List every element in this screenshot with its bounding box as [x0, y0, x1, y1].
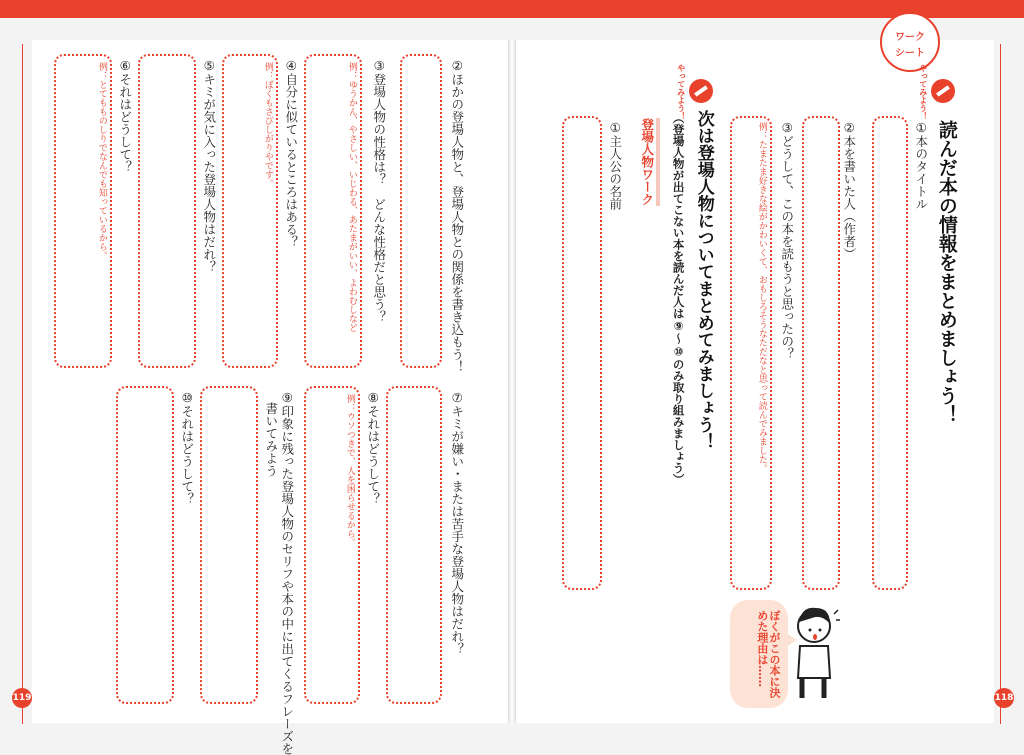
right-page-edge [996, 44, 1001, 724]
q2-relations-label: ②ほかの登場人物と、登場人物との関係を書き込もう！ [449, 58, 465, 373]
q4-similar-example: 例：ぼくもさびしがりやです。 [262, 62, 273, 188]
book-gutter [508, 40, 516, 723]
q2-relations-box[interactable] [400, 54, 442, 368]
middle-title: 次は登場人物についてまとめてみましょう！ [693, 110, 714, 450]
q10-why-box[interactable] [116, 386, 174, 704]
worksheet-badge [880, 12, 940, 72]
character-work-label: 登場人物ワーク [640, 118, 660, 206]
q2-answer-box[interactable] [802, 116, 840, 590]
pencil-icon [688, 78, 714, 104]
bubble-text: ぼくがこの本に決めた理由は…… [755, 610, 781, 698]
q10-why-label: ⑩それはどうして？ [179, 390, 195, 505]
right-page-number: 118 [994, 688, 1014, 708]
q2-label: ②本を書いた人（作者） [841, 120, 857, 260]
q1-answer-box[interactable] [872, 116, 908, 590]
speech-bubble [730, 600, 788, 708]
badge-line2: シート [895, 48, 925, 59]
q6-why-label: ⑥それはどうして？ [117, 58, 133, 173]
q3-label: ③どうして、この本を読もうと思ったの？ [779, 120, 795, 360]
q3-answer-box[interactable] [730, 116, 772, 590]
q3-personality-example: 例：ゆうかん、やさしい、いじわる、あたまがいい、よわむしなど [346, 62, 357, 332]
badge-line1: ワーク [895, 32, 925, 43]
q7-dislike-box[interactable] [386, 386, 442, 704]
q6-why-example: 例：とてもものしりでなんでも知っているから。 [96, 62, 107, 260]
try-label-right: やってみよう！ [918, 64, 928, 120]
main-character-box[interactable] [562, 116, 602, 590]
q8-why-example: 例：ウソつきで、人を困らせるから。 [344, 394, 355, 547]
q3-personality-label: ③登場人物の性格は？ どんな性格だと思う？ [371, 58, 387, 323]
right-title: 読んだ本の情報をまとめましょう！ [935, 120, 958, 424]
top-bar [0, 0, 1024, 18]
middle-subtitle: （登場人物が出てこない本を読んだ人は⑨〜⑩のみ取り組みましょう） [671, 112, 686, 485]
q8-why-box[interactable] [304, 386, 360, 704]
q9-phrase-label: ⑨印象に残った登場人物のセリフや本の中に出てくるフレーズを [279, 390, 295, 755]
q3-example: 例：たまたま好きな絵がかわいくて、おもしろそうなただなと思って読んでみました。 [756, 122, 767, 473]
left-page-edge [22, 44, 27, 724]
q6-why-box[interactable] [54, 54, 112, 368]
try-label-middle: やってみよう！ [676, 64, 686, 120]
q4-similar-box[interactable] [222, 54, 278, 368]
q8-why-label: ⑧それはどうして？ [365, 390, 381, 505]
left-page-number: 119 [12, 688, 32, 708]
q7-dislike-label: ⑦キミが嫌い・または苦手な登場人物はだれ？ [449, 390, 465, 655]
q4-similar-label: ④自分に似ているところはある？ [283, 58, 299, 248]
boy-illustration [790, 600, 844, 704]
main-character-label: ①主人公の名前 [607, 120, 623, 210]
q1-label: ①本のタイトル [913, 120, 929, 210]
q5-favorite-label: ⑤キミが気に入った登場人物はだれ？ [201, 58, 217, 273]
q5-favorite-box[interactable] [138, 54, 196, 368]
q3-personality-box[interactable] [304, 54, 362, 368]
q9-phrase-box[interactable] [200, 386, 258, 704]
pencil-icon [930, 78, 956, 104]
q9-phrase-label-line2: 書いてみよう [263, 402, 279, 477]
